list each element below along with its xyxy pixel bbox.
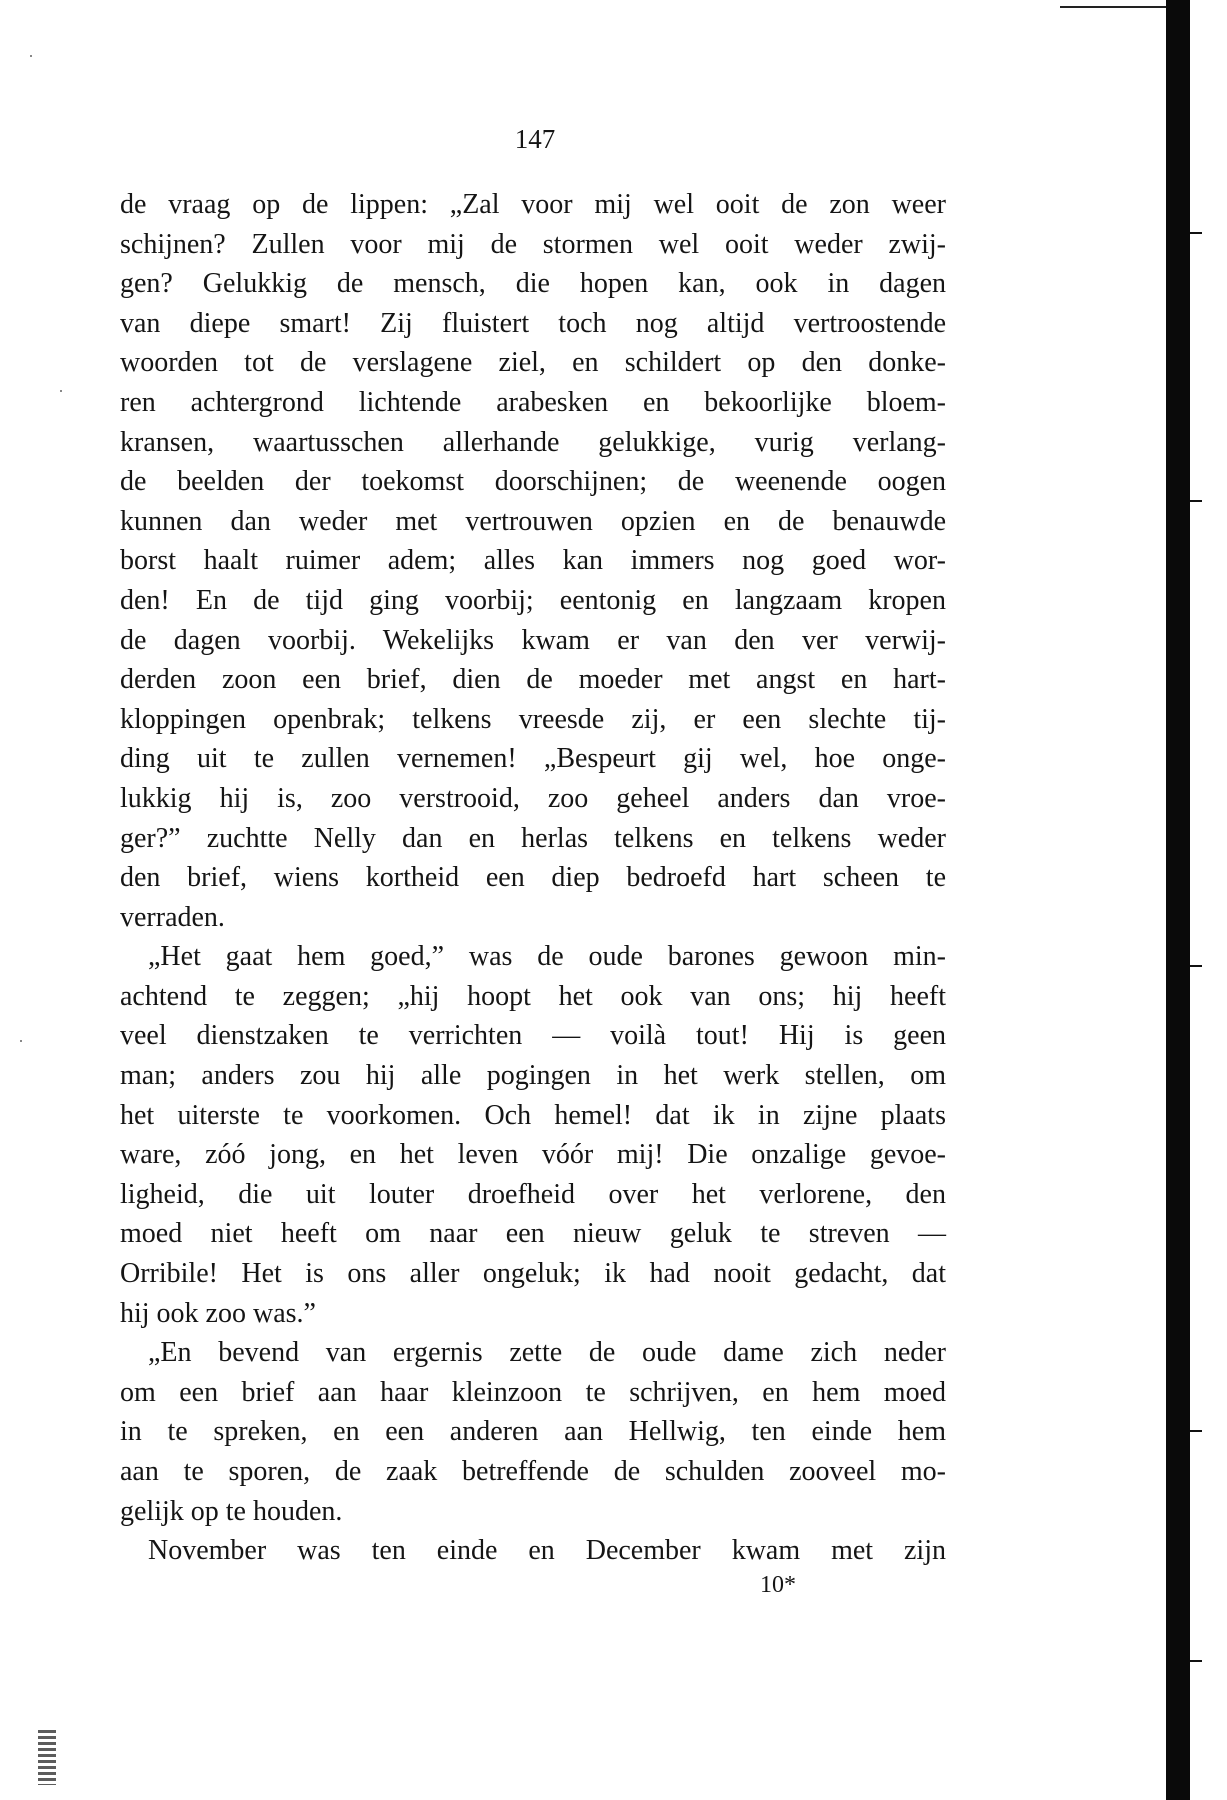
text-line: om een brief aan haar kleinzoon te schrijven, en hem moed xyxy=(120,1376,946,1408)
text-line: man; anders zou hij alle pogingen in het werk stellen, om xyxy=(120,1060,946,1092)
text-line: „Het gaat hem goed,” was de oude barones gewoon min- xyxy=(148,941,946,973)
text-line: kunnen dan weder met vertrouwen opzien en de benauwde xyxy=(120,505,946,537)
text-line: woorden tot de verslagene ziel, en schildert op den donke- xyxy=(120,347,946,379)
text-line: achtend te zeggen; „hij hoopt het ook van ons; hij heeft xyxy=(120,980,946,1012)
text-line: November was ten einde en December kwam met zijn xyxy=(148,1535,946,1567)
text-line: ren achtergrond lichtende arabesken en bekoorlijke bloem- xyxy=(120,386,946,418)
text-line: van diepe smart! Zij fluistert toch nog altijd vertroostende xyxy=(120,307,946,339)
text-line: hij ook zoo was.” xyxy=(120,1297,316,1329)
paragraph xyxy=(120,1333,946,1531)
text-line: borst haalt ruimer adem; alles kan immers nog goed wor- xyxy=(120,545,946,577)
text-line: veel dienstzaken te verrichten — voilà tout! Hij is geen xyxy=(120,1020,946,1052)
paragraph xyxy=(120,185,946,937)
text-line: gen? Gelukkig de mensch, die hopen kan, ook in dagen xyxy=(120,268,946,300)
top-rule xyxy=(1060,6,1170,8)
text-line: aan te sporen, de zaak betreffende de schulden zooveel mo- xyxy=(120,1456,946,1487)
edge-tick xyxy=(1190,965,1202,967)
text-line: ware, zóó jong, en het leven vóór mij! Die onzalige gevoe- xyxy=(120,1139,946,1171)
text-line: het uiterste te voorkomen. Och hemel! dat ik in zijne plaats xyxy=(120,1099,946,1131)
text-line: kransen, waartusschen allerhande gelukkige, vurig verlang- xyxy=(120,426,946,458)
body-text xyxy=(120,185,946,1571)
text-line: ding uit te zullen vernemen! „Bespeurt gij wel, hoe onge- xyxy=(120,743,946,775)
text-line: lukkig hij is, zoo verstrooid, zoo geheel anders dan vroe- xyxy=(120,782,946,814)
text-line: derden zoon een brief, dien de moeder met angst en hart- xyxy=(120,664,946,696)
paragraph xyxy=(120,937,946,1333)
edge-tick xyxy=(1190,1660,1202,1662)
text-line: in te spreken, en een anderen aan Hellwig, ten einde hem xyxy=(120,1416,946,1448)
signature-mark: 10* xyxy=(760,1572,796,1598)
scan-speck xyxy=(20,1040,22,1042)
text-line: gelijk op te houden. xyxy=(120,1495,343,1527)
edge-tick xyxy=(1190,1430,1202,1432)
text-line: de beelden der toekomst doorschijnen; de weenende oogen xyxy=(120,466,946,498)
scan-speck xyxy=(30,55,32,57)
text-line: moed niet heeft om naar een nieuw geluk te streven — xyxy=(120,1218,946,1250)
text-line: verraden. xyxy=(120,901,225,933)
text-line: ligheid, die uit louter droefheid over het verlorene, den xyxy=(120,1178,946,1210)
paragraph xyxy=(120,1531,946,1571)
text-line: den brief, wiens kortheid een diep bedroefd hart scheen te xyxy=(120,862,946,894)
text-line: de vraag op de lippen: „Zal voor mij wel ooit de zon weer xyxy=(120,189,946,220)
page-number: 147 xyxy=(514,124,556,154)
edge-tick xyxy=(1190,500,1202,502)
text-line: de dagen voorbij. Wekelijks kwam er van den ver verwij- xyxy=(120,624,946,656)
text-line: den! En de tijd ging voorbij; eentonig en langzaam kropen xyxy=(120,584,946,616)
text-line: kloppingen openbrak; telkens vreesde zij, er een slechte tij- xyxy=(120,703,946,735)
text-line: ger?” zuchtte Nelly dan en herlas telkens en telkens weder xyxy=(120,822,946,854)
text-line: Orribile! Het is ons aller ongeluk; ik had nooit gedacht, dat xyxy=(120,1258,946,1290)
text-line: schijnen? Zullen voor mij de stormen wel ooit weder zwij- xyxy=(120,228,946,260)
scan-speck xyxy=(60,390,62,392)
text-line: „En bevend van ergernis zette de oude dame zich neder xyxy=(148,1337,946,1369)
scan-artifact xyxy=(38,1730,56,1785)
page-edge-shadow xyxy=(1166,0,1190,1800)
edge-tick xyxy=(1190,232,1202,234)
